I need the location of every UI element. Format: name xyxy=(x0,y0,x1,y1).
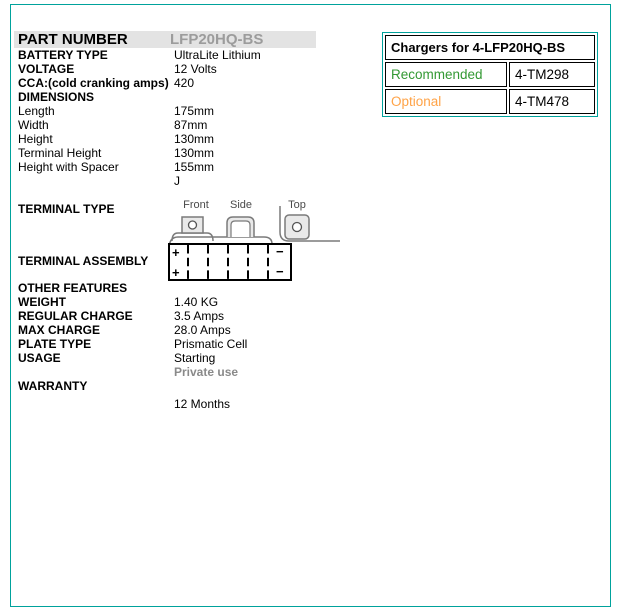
spec-row xyxy=(14,397,316,411)
spec-row xyxy=(14,48,316,62)
terminal-top-label: Top xyxy=(288,199,306,211)
spec-row xyxy=(14,62,316,76)
terminal-side-label: Side xyxy=(229,199,253,211)
spec-label: VOLTAGE xyxy=(18,62,75,76)
spec-row xyxy=(14,379,316,393)
spec-label: PLATE TYPE xyxy=(18,337,92,351)
spec-label: Terminal Height xyxy=(18,146,102,160)
spec-row xyxy=(14,365,316,379)
spec-value: 28.0 Amps xyxy=(174,323,231,337)
spec-value: 130mm xyxy=(174,132,215,146)
spec-row xyxy=(14,337,316,351)
spec-value: 87mm xyxy=(174,118,208,132)
spec-label: MAX CHARGE xyxy=(18,323,101,337)
spec-value: Prismatic Cell xyxy=(174,337,248,351)
chargers-header-row xyxy=(385,35,595,60)
top-terminal-icon xyxy=(280,206,340,241)
charger-model: 4-TM478 xyxy=(509,89,595,114)
spec-row xyxy=(14,351,316,365)
spec-label: USAGE xyxy=(18,351,61,365)
spec-row xyxy=(14,295,316,309)
chargers-tbody xyxy=(385,62,595,114)
spec-value: 1.40 KG xyxy=(174,295,219,309)
spec-value: LFP20HQ-BS xyxy=(170,31,264,48)
spec-label: PART NUMBER xyxy=(18,31,128,48)
spec-value: Private use xyxy=(174,365,239,379)
terminal-assembly-diagram xyxy=(169,244,291,280)
spec-row xyxy=(14,118,316,132)
side-terminal-icon xyxy=(227,217,254,237)
spec-row xyxy=(14,160,316,174)
spec-label: Height with Spacer xyxy=(18,160,119,174)
spec-value: 155mm xyxy=(174,160,215,174)
spec-row xyxy=(14,132,316,146)
spec-value: 420 xyxy=(174,76,195,90)
chargers-title: Chargers for 4-LFP20HQ-BS xyxy=(385,35,595,60)
spec-value: 130mm xyxy=(174,146,215,160)
spec-label: OTHER FEATURES xyxy=(18,281,128,295)
spec-label: Height xyxy=(18,132,53,146)
spec-row xyxy=(14,309,316,323)
spec-value: UltraLite Lithium xyxy=(174,48,261,62)
spec-label: CCA:(cold cranking amps) xyxy=(18,76,169,90)
terminal-diagram-svg xyxy=(168,199,360,284)
spec-label: TERMINAL ASSEMBLY xyxy=(18,254,149,268)
assembly-plus-bottom: + xyxy=(172,265,180,280)
spec-value: 12 Volts xyxy=(174,62,217,76)
spec-value: 12 Months xyxy=(174,397,231,411)
spec-row xyxy=(14,174,316,188)
spec-label: DIMENSIONS xyxy=(18,90,95,104)
charger-row xyxy=(385,89,595,114)
terminal-front-label: Front xyxy=(183,199,209,211)
spec-value: J xyxy=(174,174,180,188)
spec-label: REGULAR CHARGE xyxy=(18,309,133,323)
terminal-diagram xyxy=(168,199,360,284)
charger-row xyxy=(385,62,595,87)
spec-value: 3.5 Amps xyxy=(174,309,225,323)
charger-model: 4-TM298 xyxy=(509,62,595,87)
charger-type-label: Recommended xyxy=(385,62,507,87)
spec-row xyxy=(14,90,316,104)
spec-row xyxy=(14,104,316,118)
assembly-minus-top: − xyxy=(276,244,284,259)
spec-label: BATTERY TYPE xyxy=(18,48,108,62)
spec-row xyxy=(14,146,316,160)
spec-label: Length xyxy=(18,104,55,118)
spec-row xyxy=(14,76,316,90)
assembly-minus-bottom: − xyxy=(276,264,284,279)
spec-row xyxy=(14,323,316,337)
spec-label: WEIGHT xyxy=(18,295,66,309)
spec-label: TERMINAL TYPE xyxy=(18,202,115,216)
chargers-table xyxy=(382,32,598,117)
spec-row xyxy=(14,31,316,48)
spec-label: WARRANTY xyxy=(18,379,88,393)
spec-value: 175mm xyxy=(174,104,215,118)
spec-value: Starting xyxy=(174,351,216,365)
assembly-plus-top: + xyxy=(172,245,180,260)
charger-type-label: Optional xyxy=(385,89,507,114)
spec-label: Width xyxy=(18,118,49,132)
